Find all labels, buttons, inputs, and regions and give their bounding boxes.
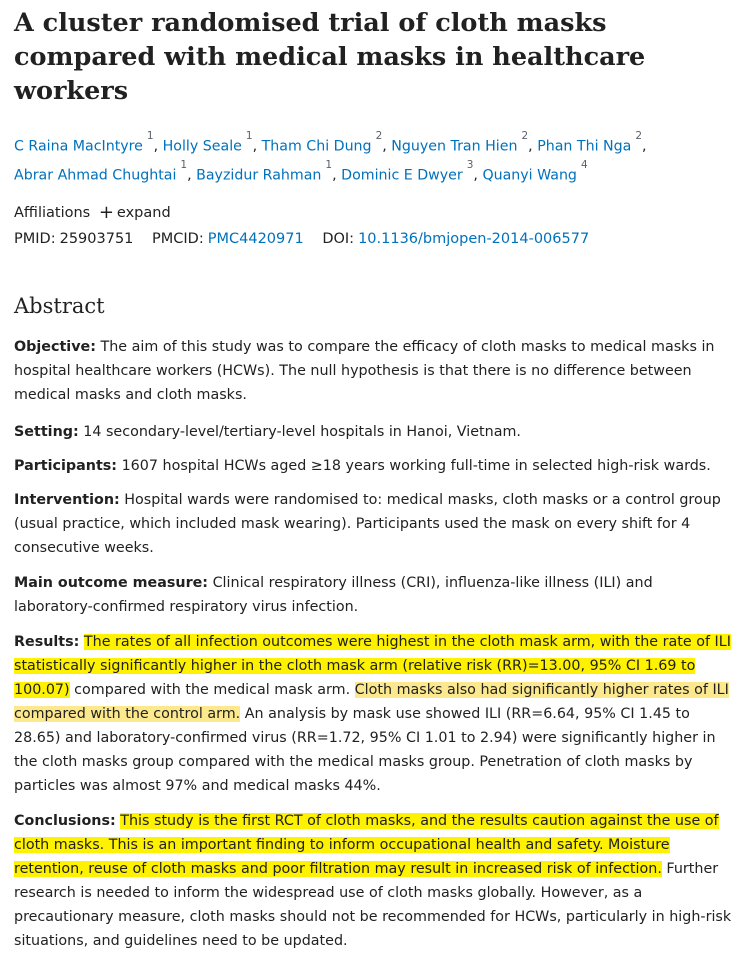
- section-text: compared with the medical mask arm.: [69, 682, 355, 699]
- doi-label: DOI:: [322, 231, 355, 248]
- abstract-main-outcome: [14, 571, 735, 619]
- author-link[interactable]: Dominic E Dwyer: [341, 167, 463, 184]
- affiliation-ref[interactable]: 2: [375, 130, 383, 142]
- abstract-participants: [14, 454, 735, 478]
- pmcid-link[interactable]: PMC4420971: [207, 231, 304, 248]
- section-label: Main outcome measure:: [14, 575, 209, 592]
- abstract-conclusions: [14, 809, 735, 953]
- affiliations-label: Affiliations: [14, 205, 91, 222]
- expand-label: expand: [116, 205, 171, 222]
- pmid-label: PMID:: [14, 231, 56, 248]
- author-link[interactable]: C Raina MacIntyre: [14, 138, 143, 155]
- section-label: Conclusions:: [14, 813, 116, 830]
- highlighted-text: This study is the first RCT of cloth masks, and the results caution against the use of cloth masks. This is an important finding to inform occupational health and safety. Moisture retention, reuse of cloth masks and poor filtration may result in increased risk of infection.: [14, 813, 719, 878]
- author-link[interactable]: Phan Thi Nga: [537, 138, 632, 155]
- abstract-intervention: [14, 488, 735, 560]
- affiliation-ref[interactable]: 2: [635, 130, 643, 142]
- affiliation-ref[interactable]: 4: [580, 158, 588, 171]
- abstract-results: [14, 630, 735, 798]
- section-text: Further research is needed to inform the widespread use of cloth masks globally. However, as a precautionary measure, cloth masks should not be recommended for HCWs, particularly in high-risk situations, and guidelines need to be updated.: [14, 861, 732, 950]
- section-text: 1607 hospital HCWs aged ≥18 years working full-time in selected high-risk wards.: [121, 458, 711, 475]
- affiliation-ref[interactable]: 2: [521, 130, 529, 142]
- abstract-setting: [14, 420, 735, 444]
- highlighted-text-light: Cloth masks also had significantly higher rates of ILI compared with the control arm.: [14, 682, 729, 723]
- author-link[interactable]: Quanyi Wang: [482, 167, 577, 184]
- identifiers-row: [14, 228, 735, 250]
- highlighted-text: The rates of all infection outcomes were highest in the cloth mask arm, with the rate of ILI statistically significantly higher in the cloth mask arm (relative risk (RR)=13.00, 95% CI 1.69 to 100.07): [14, 634, 731, 699]
- affiliation-ref[interactable]: 1: [180, 158, 188, 171]
- section-label: Results:: [14, 634, 80, 651]
- section-text: 14 secondary-level/tertiary-level hospitals in Hanoi, Vietnam.: [83, 424, 521, 441]
- author-link[interactable]: Nguyen Tran Hien: [391, 138, 518, 155]
- abstract-heading: Abstract: [14, 294, 105, 319]
- section-text: Hospital wards were randomised to: medical masks, cloth masks or a control group (usual practice, which included mask wearing). Participants used the mask on every shift for 4 consecutive weeks.: [14, 492, 721, 557]
- article-title: A cluster randomised trial of cloth masks compared with medical masks in healthcare workers: [14, 8, 646, 106]
- affiliation-ref[interactable]: 3: [466, 158, 474, 171]
- section-text: The aim of this study was to compare the efficacy of cloth masks to medical masks in hospital healthcare workers (HCWs). The null hypothesis is that there is no difference between medical masks and cloth masks.: [14, 339, 715, 404]
- section-text: Clinical respiratory illness (CRI), influenza-like illness (ILI) and laboratory-confirmed respiratory virus infection.: [14, 575, 653, 616]
- expand-affiliations-button[interactable]: [98, 202, 171, 224]
- section-label: Participants:: [14, 458, 118, 475]
- author-link[interactable]: Holly Seale: [162, 138, 242, 155]
- doi-link[interactable]: 10.1136/bmjopen-2014-006577: [358, 231, 590, 248]
- affiliation-ref[interactable]: 1: [146, 130, 154, 142]
- affiliation-ref[interactable]: 1: [325, 158, 333, 171]
- author-link[interactable]: Bayzidur Rahman: [196, 167, 322, 184]
- pmid-value: 25903751: [59, 231, 134, 248]
- author-link[interactable]: Tham Chi Dung: [261, 138, 372, 155]
- affiliations-row: [14, 201, 735, 224]
- pmcid-label: PMCID:: [152, 231, 204, 248]
- section-label: Objective:: [14, 339, 96, 356]
- section-label: Intervention:: [14, 492, 120, 509]
- author-link[interactable]: Abrar Ahmad Chughtai: [14, 167, 177, 184]
- abstract-objective: [14, 335, 735, 407]
- affiliation-ref[interactable]: 1: [245, 130, 253, 142]
- plus-icon: +: [98, 202, 114, 224]
- section-text: An analysis by mask use showed ILI (RR=6.64, 95% CI 1.45 to 28.65) and laboratory-confirmed virus (RR=1.72, 95% CI 1.01 to 2.94) were significantly higher in the cloth masks group compared with the medical masks group. Penetration of cloth masks by particles was almost 97% and medical masks 44%.: [14, 706, 716, 795]
- section-label: Setting:: [14, 424, 79, 441]
- author-list: C Raina MacIntyre$^1$, Holly Seale$^1$, Tham Chi Dung$^2$, Nguyen Tran Hien$^2$, Phan Thi Nga$^2$, Abrar Ahmad Chughtai$^1$, Bayzidur Rahman$^1$, Dominic E Dwyer$^3$, Quanyi Wang$^4$: [14, 130, 647, 184]
